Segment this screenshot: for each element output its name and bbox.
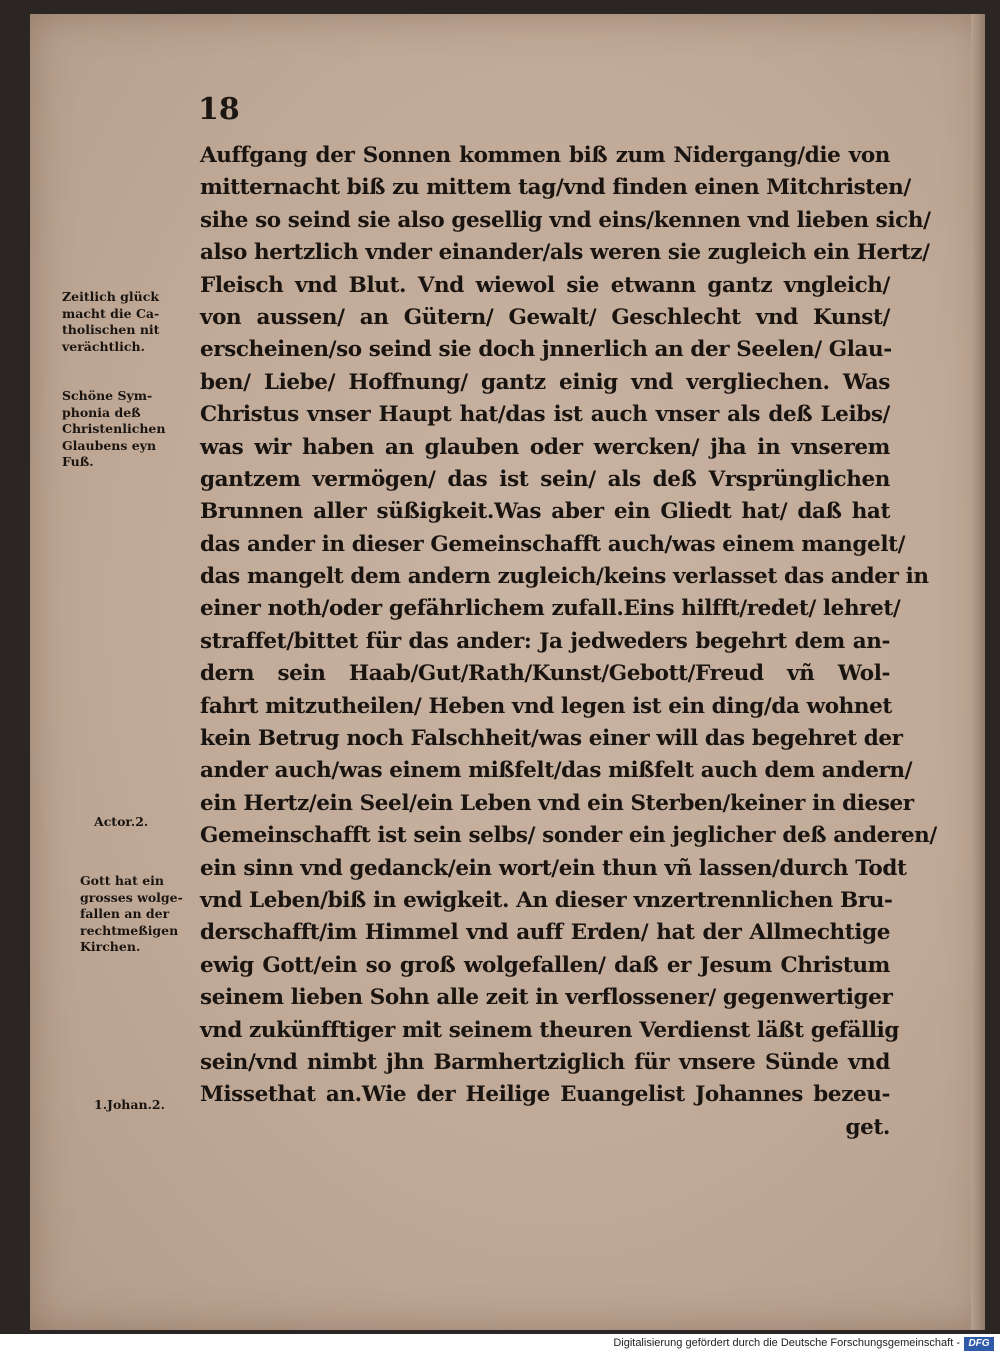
text-line: einer noth/oder gefährlichem zufall.Eins hilfft/redet/ lehret/ <box>200 596 901 622</box>
text-line: gantzem vermögen/ das ist sein/ als deß Vrsprünglichen <box>200 466 890 492</box>
margin-note-line: macht die Ca- <box>62 305 160 321</box>
margin-note-zeitlich-glueck <box>62 289 222 355</box>
dfg-logo: DFG <box>964 1337 994 1351</box>
margin-note-schoene-symphonia <box>62 388 222 471</box>
text-line: das ander in dieser Gemeinschafft auch/was einem mangelt/ <box>200 531 906 557</box>
text-line: Gemeinschafft ist sein selbs/ sonder ein jeglicher deß anderen/ <box>200 823 937 849</box>
text-line: von aussen/ an Gütern/ Gewalt/ Geschlecht vnd Kunst/ <box>200 304 890 330</box>
text-line: vnd zukünfftiger mit seinem theuren Verdienst läßt gefällig <box>200 1017 900 1043</box>
text-line: also hertzlich vnder einander/als weren sie zugleich ein Hertz/ <box>200 240 930 266</box>
margin-note-line: tholischen nit <box>62 322 160 337</box>
text-line: ein sinn vnd gedanck/ein wort/ein thun vñ lassen/durch Todt <box>200 855 907 881</box>
page-edge <box>971 14 985 1330</box>
margin-note-line: Actor.2. <box>94 814 149 829</box>
margin-note-line: Kirchen. <box>80 939 141 954</box>
text-line: derschafft/im Himmel vnd auff Erden/ hat der Allmechtige <box>200 920 890 946</box>
text-line: Brunnen aller süßigkeit.Was aber ein Gliedt hat/ daß hat <box>200 499 890 525</box>
text-line: sihe so seind sie also gesellig vnd eins/kennen vnd lieben sich/ <box>200 207 931 233</box>
margin-note-gott-wolgefallen <box>80 873 240 956</box>
margin-note-line: Christenlichen <box>62 421 166 436</box>
body-text <box>200 140 937 1144</box>
text-line: straffet/bittet für das ander: Ja jedweders begehrt dem an- <box>200 628 890 654</box>
funding-notice: Digitalisierung gefördert durch die Deutsche Forschungsgemeinschaft - <box>613 1337 960 1349</box>
page-number: 18 <box>198 92 240 127</box>
catchword: get. <box>845 1114 890 1140</box>
text-line: mitternacht biß zu mittem tag/vnd finden einen Mitchristen/ <box>200 175 911 201</box>
text-line: sein/vnd nimbt jhn Barmhertziglich für vnsere Sünde vnd <box>200 1049 890 1075</box>
margin-note-line: Zeitlich glück <box>62 289 159 304</box>
text-line: was wir haben an glauben oder wercken/ jha in vnserem <box>200 434 890 460</box>
text-line: ein Hertz/ein Seel/ein Leben vnd ein Sterben/keiner in dieser <box>200 790 914 816</box>
text-line: Auffgang der Sonnen kommen biß zum Nidergang/die von <box>200 143 890 168</box>
margin-note-line: verächtlich. <box>62 338 145 354</box>
text-line: ewig Gott/ein so groß wolgefallen/ daß er Jesum Christum <box>200 952 890 978</box>
text-line: ben/ Liebe/ Hoffnung/ gantz einig vnd vergliechen. Was <box>200 369 890 395</box>
margin-note-line: Schöne Sym- <box>62 388 153 403</box>
text-line: Missethat an.Wie der Heilige Euangelist Johannes bezeu- <box>200 1082 890 1108</box>
text-line: fahrt mitzutheilen/ Heben vnd legen ist ein ding/da wohnet <box>200 693 892 719</box>
margin-note-line: Fuß. <box>62 454 94 469</box>
text-line: ander auch/was einem mißfelt/das mißfelt auch dem andern/ <box>200 758 913 784</box>
margin-note-line: Glaubens eyn <box>62 437 157 453</box>
margin-note-line: phonia deß <box>62 404 141 420</box>
text-line: Fleisch vnd Blut. Vnd wiewol sie etwann gantz vngleich/ <box>200 272 890 298</box>
margin-note-line: grosses wolge- <box>80 889 183 905</box>
margin-note-actor <box>94 814 254 831</box>
margin-note-line: Gott hat ein <box>80 873 165 888</box>
text-line: seinem lieben Sohn alle zeit in verflossener/ gegenwertiger <box>200 985 893 1011</box>
text-line: Christus vnser Haupt hat/das ist auch vnser als deß Leibs/ <box>200 402 890 428</box>
text-line: dern sein Haab/Gut/Rath/Kunst/Gebott/Freud vñ Wol- <box>200 661 890 687</box>
text-line: das mangelt dem andern zugleich/keins verlasset das ander in <box>200 564 929 590</box>
footer-bar <box>0 1334 1000 1355</box>
text-line: vnd Leben/biß in ewigkeit. An dieser vnzertrennlichen Bru- <box>200 887 893 913</box>
margin-note-line: 1.Johan.2. <box>94 1097 165 1112</box>
margin-note-line: rechtmeßigen <box>80 922 179 938</box>
text-line: erscheinen/so seind sie doch jnnerlich an der Seelen/ Glau- <box>200 337 892 363</box>
text-line: kein Betrug noch Falschheit/was einer will das begehret der <box>200 726 903 752</box>
margin-note-johan <box>94 1097 254 1114</box>
margin-note-line: fallen an der <box>80 906 170 921</box>
